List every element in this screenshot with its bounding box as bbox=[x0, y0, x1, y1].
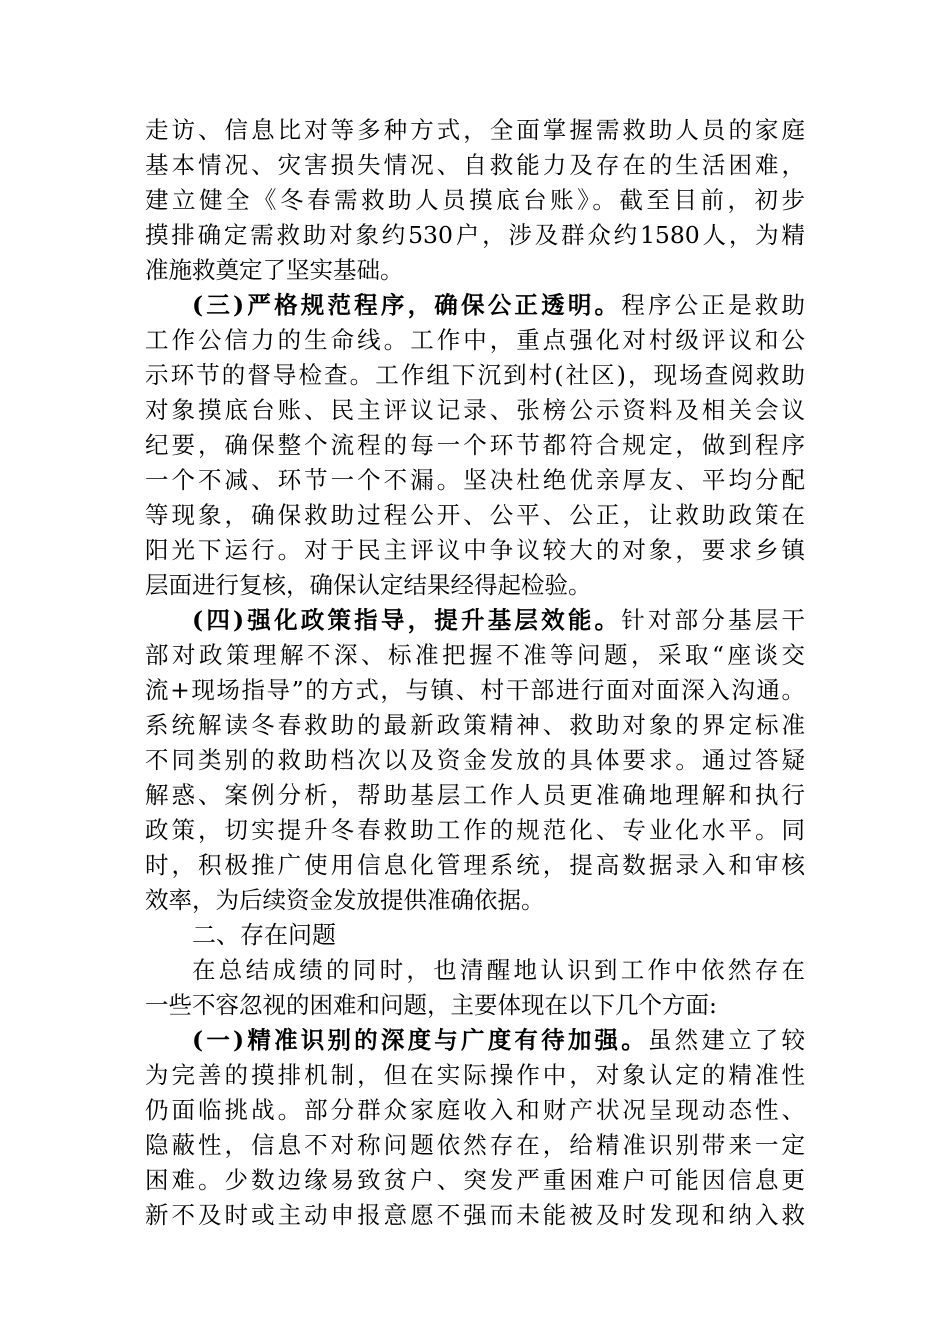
text-run: 程序公正是救助 bbox=[621, 291, 805, 319]
text-line: 不同类别的救助档次以及资金发放的具体要求。通过答疑 bbox=[145, 746, 805, 774]
text-line: 一个不减、环节一个不漏。坚决杜绝优亲厚友、平均分配 bbox=[145, 466, 805, 494]
text-line: 建立健全《冬春需救助人员摸底台账》。截至目前，初步 bbox=[145, 186, 805, 214]
part2-block bbox=[145, 918, 805, 1023]
paragraph-section4 bbox=[145, 603, 805, 918]
text-line: 系统解读冬春救助的最新政策精神、救助对象的界定标准 bbox=[145, 711, 805, 739]
text-line: 仍面临挑战。部分群众家庭收入和财产状况呈现动态性、 bbox=[145, 1096, 805, 1124]
text-line: 一些不容忽视的困难和问题，主要体现在以下几个方面: bbox=[145, 991, 717, 1019]
paragraph-section3 bbox=[145, 288, 805, 603]
text-line: 对象摸底台账、民主评议记录、张榜公示资料及相关会议 bbox=[145, 396, 805, 424]
text-line: 部对政策理解不深、标准把握不准等问题，采取“座谈交 bbox=[145, 641, 805, 669]
paragraph-first-line bbox=[145, 603, 805, 638]
text-line: 等现象，确保救助过程公开、公平、公正，让救助政策在 bbox=[145, 501, 805, 529]
text-run: 针对部分基层干 bbox=[621, 606, 805, 634]
text-line: 在总结成绩的同时，也清醒地认识到工作中依然存在 bbox=[192, 956, 805, 984]
text-line: 走访、信息比对等多种方式，全面掌握需救助人员的家庭 bbox=[145, 116, 805, 144]
text-line: 为完善的摸排机制，但在实际操作中，对象认定的精准性 bbox=[145, 1061, 805, 1089]
text-line: 新不及时或主动申报意愿不强而未能被及时发现和纳入救 bbox=[145, 1201, 805, 1229]
document-page bbox=[145, 113, 805, 1233]
text-line: 困难。少数边缘易致贫户、突发严重困难户可能因信息更 bbox=[145, 1166, 805, 1194]
text-line: 纪要，确保整个流程的每一个环节都符合规定，做到程序 bbox=[145, 431, 805, 459]
text-line: 效率，为后续资金发放提供准确依据。 bbox=[145, 886, 545, 914]
section-heading: (四)强化政策指导，提升基层效能。 bbox=[192, 606, 622, 634]
text-line: 隐蔽性，信息不对称问题依然存在，给精准识别带来一定 bbox=[145, 1131, 805, 1159]
section-heading: (一)精准识别的深度与广度有待加强。 bbox=[192, 1026, 648, 1054]
section-heading: (三)严格规范程序，确保公正透明。 bbox=[192, 291, 622, 319]
text-line: 阳光下运行。对于民主评议中争议较大的对象，要求乡镇 bbox=[145, 536, 805, 564]
paragraph-section1-continued bbox=[145, 113, 805, 288]
text-line: 准施救奠定了坚实基础。 bbox=[145, 256, 404, 284]
part-title: 二、存在问题 bbox=[192, 921, 336, 949]
text-line: 流+现场指导”的方式，与镇、村干部进行面对面深入沟通。 bbox=[145, 676, 805, 704]
text-line: 示环节的督导检查。工作组下沉到村(社区)，现场查阅救助 bbox=[145, 361, 805, 389]
paragraph-problem1 bbox=[145, 1023, 805, 1233]
text-line: 层面进行复核，确保认定结果经得起检验。 bbox=[145, 571, 592, 599]
text-line: 摸排确定需救助对象约530户，涉及群众约1580人，为精 bbox=[145, 221, 805, 249]
text-line: 解惑、案例分析，帮助基层工作人员更准确地理解和执行 bbox=[145, 781, 805, 809]
text-line: 政策，切实提升冬春救助工作的规范化、专业化水平。同 bbox=[145, 816, 805, 844]
paragraph-first-line bbox=[145, 1023, 805, 1058]
text-line: 基本情况、灾害损失情况、自救能力及存在的生活困难， bbox=[145, 151, 805, 179]
text-line: 工作公信力的生命线。工作中，重点强化对村级评议和公 bbox=[145, 326, 805, 354]
text-line: 时，积极推广使用信息化管理系统，提高数据录入和审核 bbox=[145, 851, 805, 879]
text-run: 虽然建立了较 bbox=[647, 1026, 806, 1054]
paragraph-first-line bbox=[145, 288, 805, 323]
